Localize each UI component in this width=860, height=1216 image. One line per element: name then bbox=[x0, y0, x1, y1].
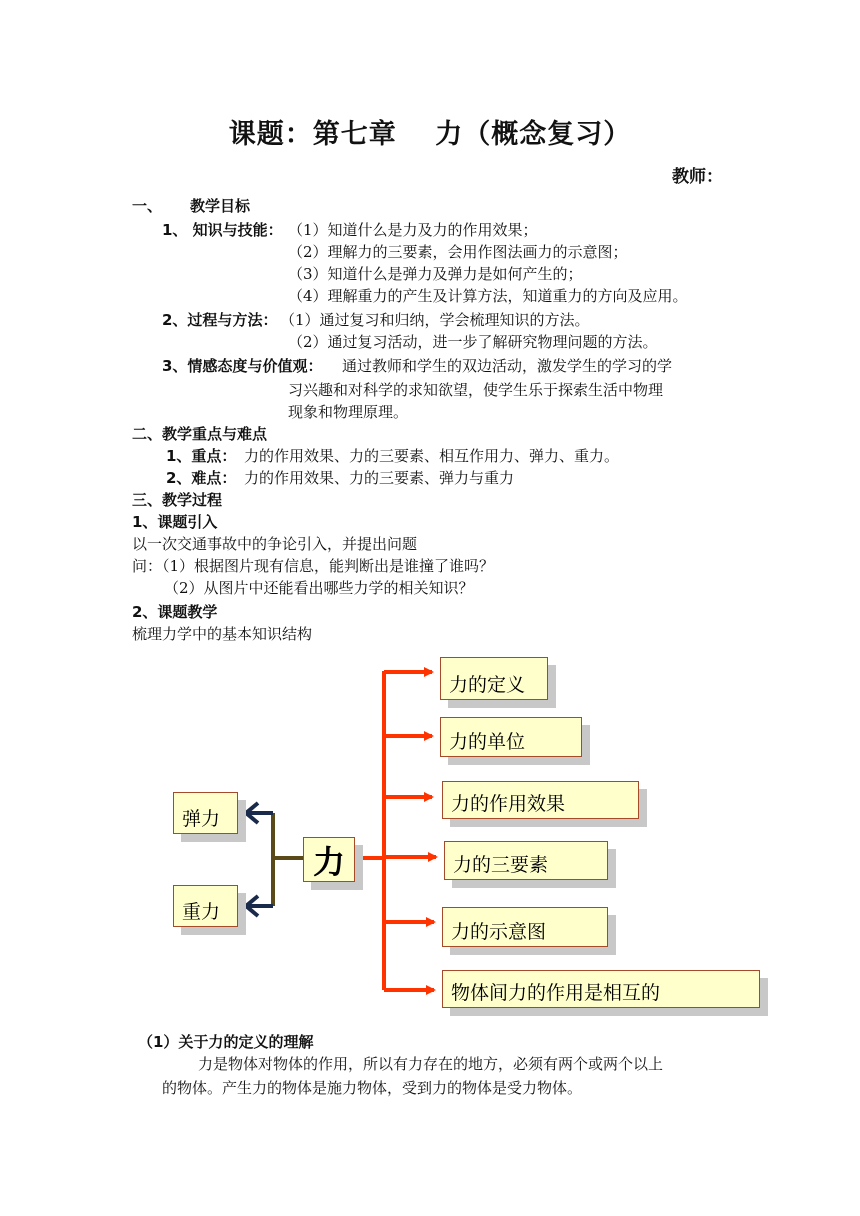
knowledge-item-4: （4）理解重力的产生及计算方法，知道重力的方向及应用。 bbox=[288, 287, 688, 305]
difficulty-label: 2、难点： bbox=[166, 469, 237, 487]
left-box-gravity: 重力 bbox=[173, 885, 238, 927]
teach-heading: 2、课题教学 bbox=[132, 603, 218, 621]
question-1: 问：（1）根据图片现有信息，能判断出是谁撞了谁吗？ bbox=[132, 557, 495, 575]
right-box-force-diagram: 力的示意图 bbox=[442, 907, 608, 947]
right-box-effect: 力的作用效果 bbox=[442, 781, 639, 819]
section1-heading: 教学目标 bbox=[190, 197, 251, 215]
knowledge-item-3: （3）知道什么是弹力及弹力是如何产生的； bbox=[288, 265, 583, 283]
knowledge-item-1: （1）知道什么是力及力的作用效果； bbox=[288, 221, 538, 239]
right-box-mutual-action: 物体间力的作用是相互的 bbox=[442, 970, 760, 1008]
teacher-label: 教师： bbox=[672, 167, 723, 187]
emotion-line-3: 现象和物理原理。 bbox=[288, 403, 409, 421]
key-label: 1、重点： bbox=[166, 447, 237, 465]
center-box-force: 力 bbox=[303, 837, 355, 882]
right-box-three-elements: 力的三要素 bbox=[444, 841, 608, 880]
left-box-elastic: 弹力 bbox=[173, 792, 238, 834]
right-box-unit: 力的单位 bbox=[440, 717, 582, 757]
emotion-label: 3、情感态度与价值观： bbox=[162, 357, 323, 375]
intro-text: 以一次交通事故中的争论引入，并提出问题 bbox=[132, 535, 418, 553]
emotion-line-2: 习兴趣和对科学的求知欲望，使学生乐于探索生活中物理 bbox=[288, 381, 664, 399]
process-label: 2、过程与方法： bbox=[162, 311, 278, 329]
section1-number: 一、 bbox=[132, 197, 163, 215]
key-text: 力的作用效果、力的三要素、相互作用力、弹力、重力。 bbox=[244, 447, 620, 465]
process-item-2: （2）通过复习活动，进一步了解研究物理问题的方法。 bbox=[288, 333, 658, 351]
subsection1-line-1: 力是物体对物体的作用，所以有力存在的地方，必须有两个或两个以上 bbox=[198, 1055, 664, 1073]
knowledge-item-2: （2）理解力的三要素，会用作图法画力的示意图； bbox=[288, 243, 628, 261]
teach-text: 梳理力学中的基本知识结构 bbox=[132, 625, 313, 643]
knowledge-label: 1、 知识与技能： bbox=[162, 221, 283, 239]
question-2: （2）从图片中还能看出哪些力学的相关知识？ bbox=[164, 579, 474, 597]
section3-heading: 三、教学过程 bbox=[132, 491, 223, 509]
intro-heading: 1、课题引入 bbox=[132, 513, 218, 531]
right-box-definition: 力的定义 bbox=[440, 657, 548, 700]
subsection1-line-2: 的物体。产生力的物体是施力物体，受到力的物体是受力物体。 bbox=[162, 1079, 583, 1097]
subsection1-heading: （1）关于力的定义的理解 bbox=[138, 1033, 314, 1051]
process-item-1: （1）通过复习和归纳，学会梳理知识的方法。 bbox=[280, 311, 590, 329]
difficulty-text: 力的作用效果、力的三要素、弹力与重力 bbox=[244, 469, 515, 487]
emotion-line-1: 通过教师和学生的双边活动，激发学生的学习的学 bbox=[342, 357, 673, 375]
section2-heading: 二、教学重点与难点 bbox=[132, 425, 268, 443]
page-title: 课题：第七章 力（概念复习） bbox=[228, 119, 632, 150]
